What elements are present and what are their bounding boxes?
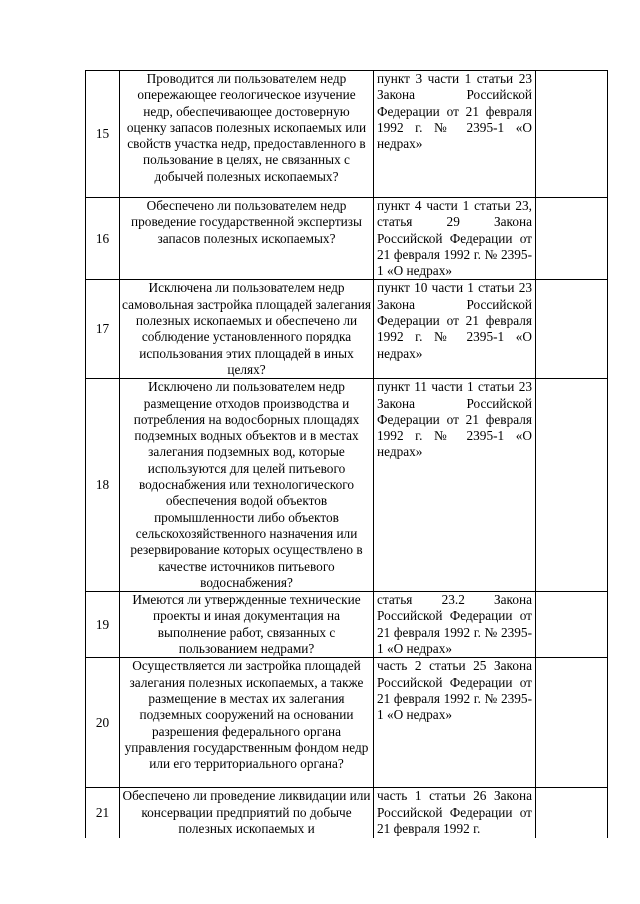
note-cell: [536, 379, 608, 592]
question-cell: Обеспечено ли проведение ликвидации или консервации предприятий по добыче полезных ископаемых и: [120, 788, 374, 838]
note-cell: [536, 71, 608, 198]
row-number: 20: [86, 658, 120, 788]
row-number: 21: [86, 788, 120, 838]
question-cell: Проводится ли пользователем недр опережающее геологическое изучение недр, обеспечивающее достоверную оценку запасов полезных ископаемых или свойств участка недр, предоставленного в пользование в целях, не связанных с добычей полезных ископаемых?: [120, 71, 374, 198]
question-cell: Осуществляется ли застройка площадей залегания полезных ископаемых, а также размещение в местах их залегания подземных сооружений на основании разрешения федерального органа управления государственным фондом недр или его территориального органа?: [120, 658, 374, 788]
table-row: [86, 788, 608, 838]
table-row: [86, 658, 608, 788]
row-number: 15: [86, 71, 120, 198]
note-cell: [536, 658, 608, 788]
row-number: 17: [86, 280, 120, 379]
question-cell: Исключено ли пользователем недр размещение отходов производства и потребления на водосборных площадях подземных водных объектов и в местах залегания подземных вод, которые используются для целей питьевого водоснабжения или технологического обеспечения водой объектов промышленности либо объектов сельскохозяйственного назначения или резервирование которых осуществлено в качестве источников питьевого водоснабжения?: [120, 379, 374, 592]
note-cell: [536, 280, 608, 379]
legal-reference-cell: пункт 10 части 1 статьи 23 Закона Российской Федерации от 21 февраля 1992 г. № 2395-1 «О недрах»: [374, 280, 536, 379]
table-row: [86, 379, 608, 592]
question-cell: Исключена ли пользователем недр самовольная застройка площадей залегания полезных ископаемых и обеспечено ли соблюдение установленного порядка использования этих площадей в иных целях?: [120, 280, 374, 379]
table-row: [86, 198, 608, 280]
legal-reference-cell: пункт 11 части 1 статьи 23 Закона Российской Федерации от 21 февраля 1992 г. № 2395-1 «О недрах»: [374, 379, 536, 592]
note-cell: [536, 198, 608, 280]
table-row: [86, 280, 608, 379]
legal-reference-cell: пункт 3 части 1 статьи 23 Закона Российской Федерации от 21 февраля 1992 г. № 2395-1 «О недрах»: [374, 71, 536, 198]
legal-reference-cell: часть 2 статьи 25 Закона Российской Федерации от 21 февраля 1992 г. № 2395-1 «О недрах»: [374, 658, 536, 788]
table-row: [86, 592, 608, 658]
legal-reference-cell: статья 23.2 Закона Российской Федерации от 21 февраля 1992 г. № 2395-1 «О недрах»: [374, 592, 536, 658]
row-number: 18: [86, 379, 120, 592]
legal-reference-cell: часть 1 статьи 26 Закона Российской Федерации от 21 февраля 1992 г.: [374, 788, 536, 838]
requirements-table: [85, 70, 608, 838]
note-cell: [536, 592, 608, 658]
question-cell: Имеются ли утвержденные технические проекты и иная документация на выполнение работ, связанных с пользованием недрами?: [120, 592, 374, 658]
table-row: [86, 71, 608, 198]
row-number: 16: [86, 198, 120, 280]
legal-reference-cell: пункт 4 части 1 статьи 23, статья 29 Закона Российской Федерации от 21 февраля 1992 г. № 2395-1 «О недрах»: [374, 198, 536, 280]
question-cell: Обеспечено ли пользователем недр проведение государственной экспертизы запасов полезных ископаемых?: [120, 198, 374, 280]
note-cell: [536, 788, 608, 838]
row-number: 19: [86, 592, 120, 658]
